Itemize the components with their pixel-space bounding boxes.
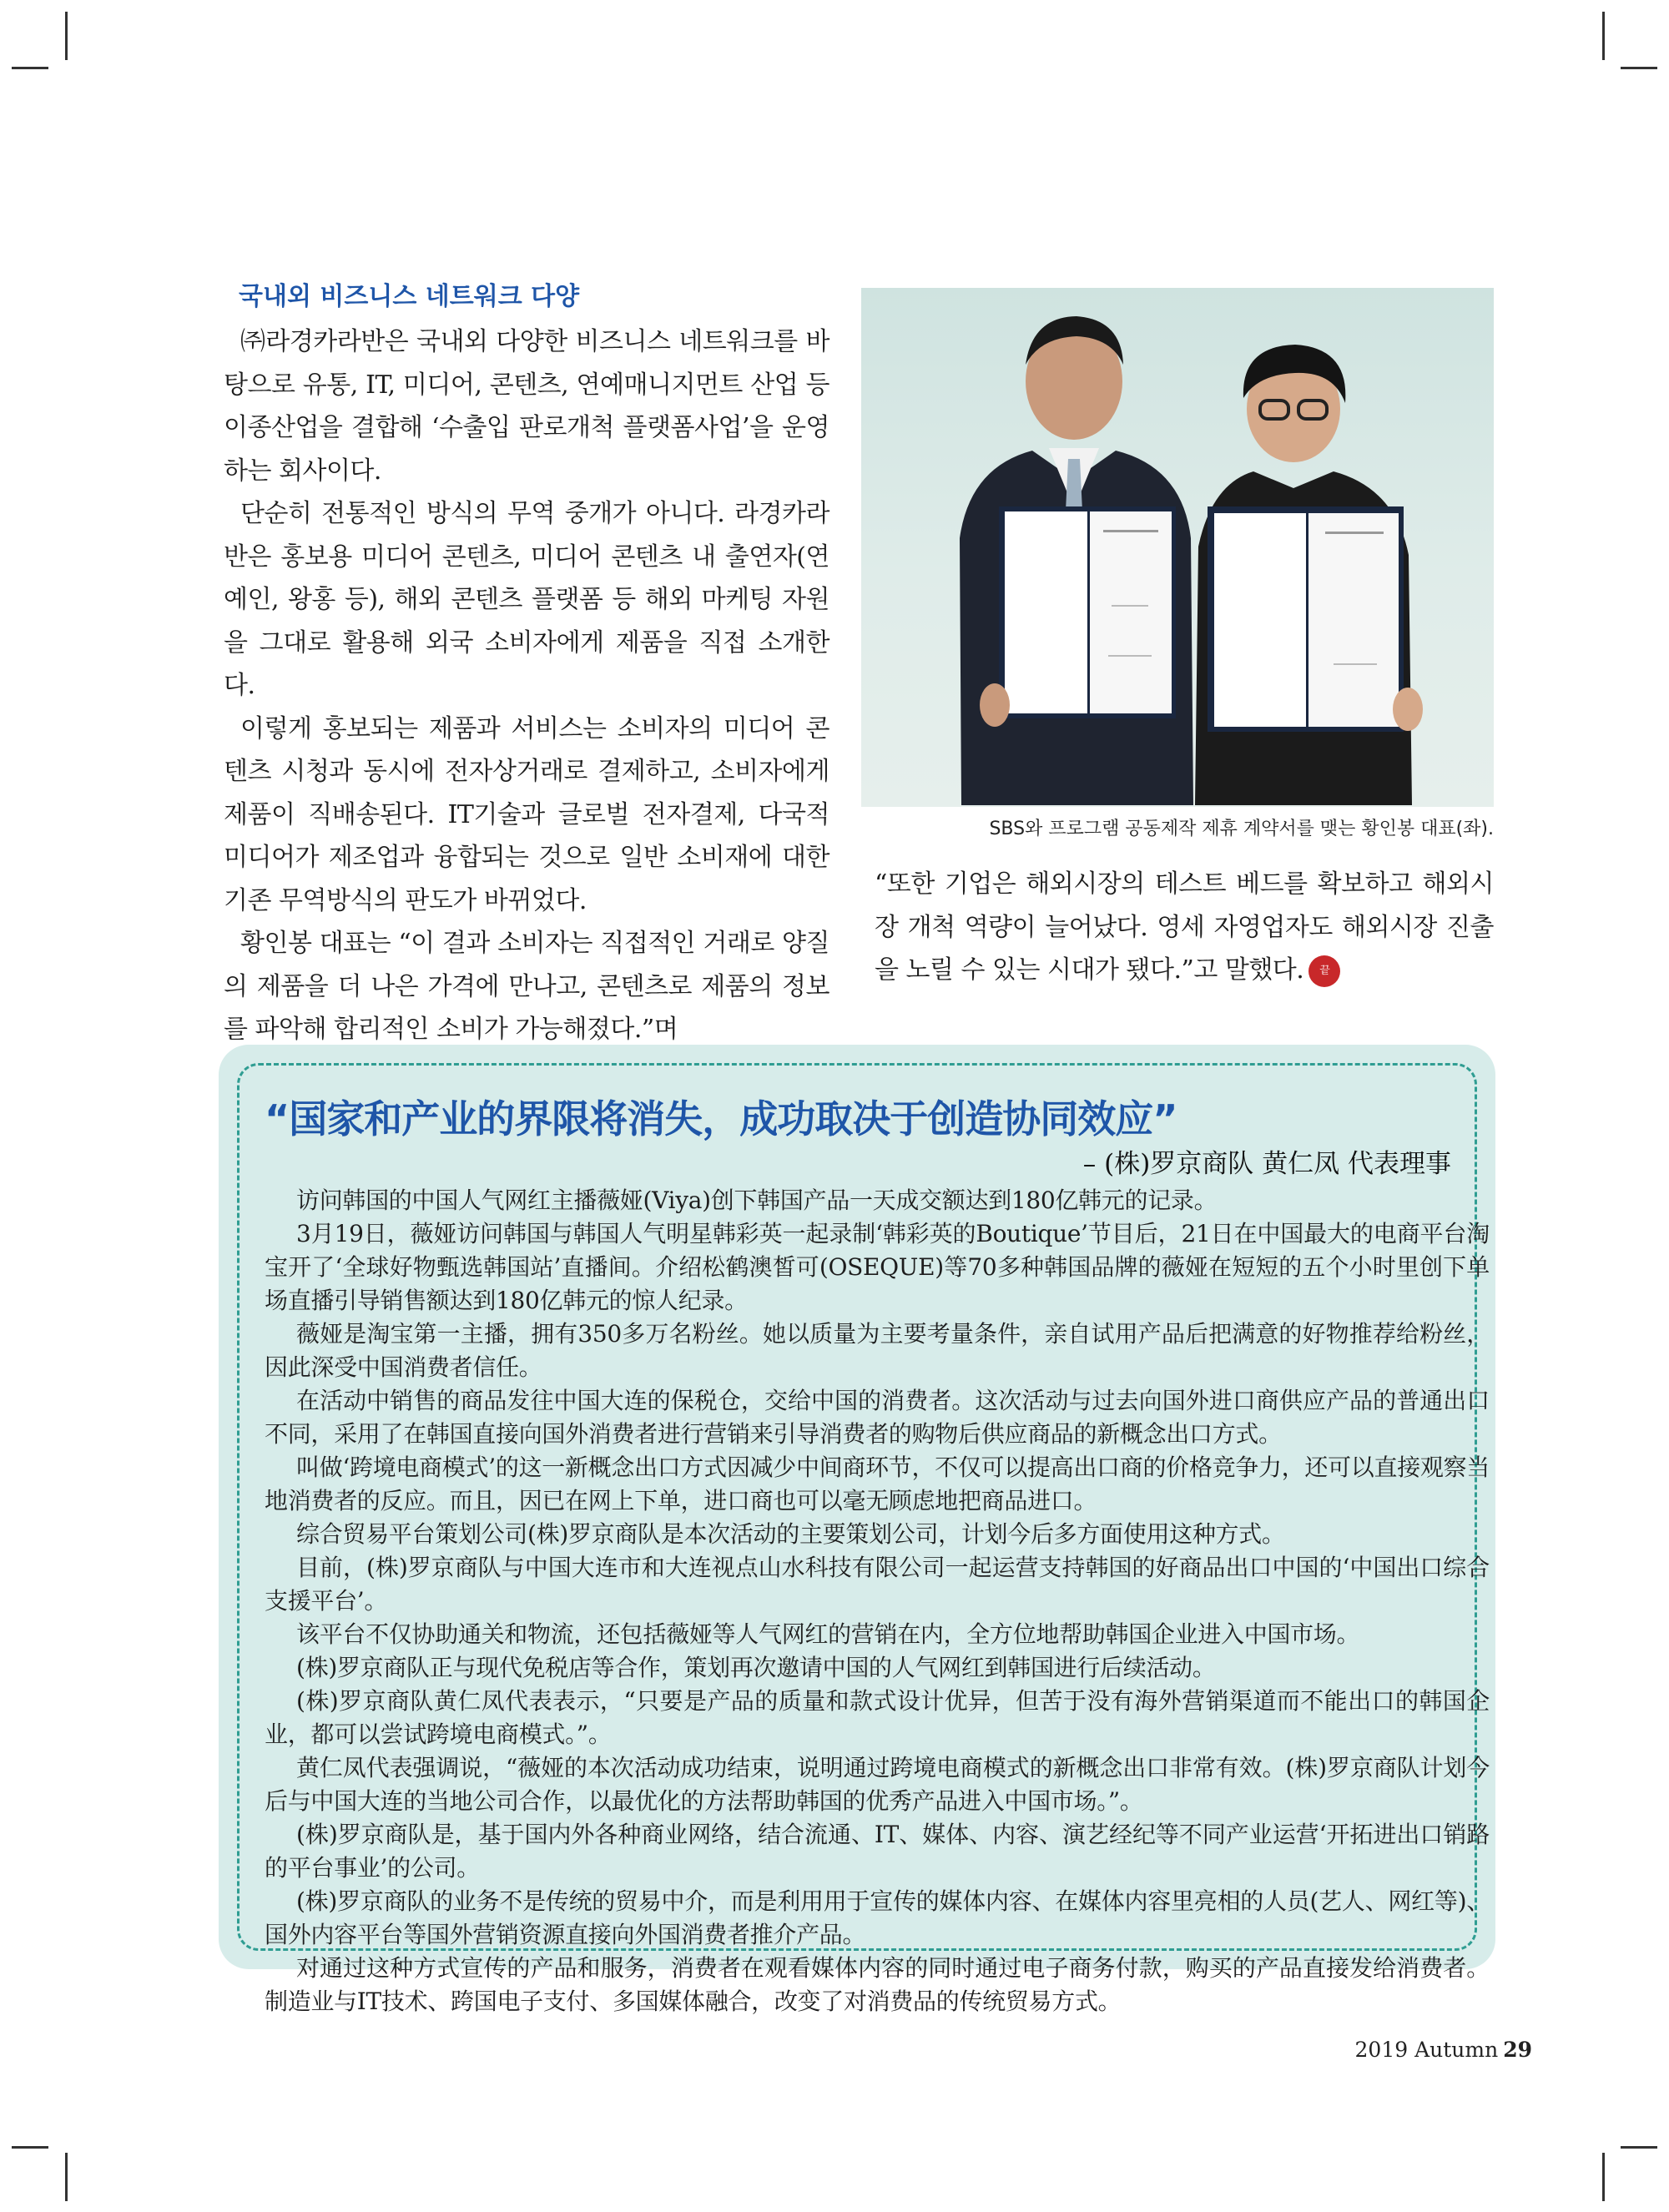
- chinese-paragraph: 该平台不仅协助通关和物流，还包括薇娅等人气网红的营销在内，全方位地帮助韩国企业进入中国市场。: [296, 1620, 1360, 1648]
- issue-label: 2019 Autumn: [1354, 2038, 1499, 2062]
- crop-mark: [1602, 12, 1605, 60]
- chinese-paragraph: 3月19日，薇娅访问韩国与韩国人气明星韩彩英一起录制‘韩彩英的Boutique’节目后，21日在中国最大的电商平台淘宝开了‘全球好物甄选韩国站’直播间。介绍松鹤澳皙可(OSEQUE)等70多种韩国品牌的薇娅在短短的五个小时里创下单场直播引导销售额达到180亿韩元的惊人纪录。: [265, 1220, 1490, 1314]
- end-mark-icon: 끝: [1308, 955, 1340, 987]
- article-paragraph: 황인봉 대표는 “이 결과 소비자는 직접적인 거래로 양질의 제품을 더 나은 가격에 만나고, 콘텐츠로 제품의 정보를 파악해 합리적인 소비가 가능해졌다.”며: [224, 929, 829, 1044]
- chinese-paragraph: (株)罗京商队正与现代免税店等合作，策划再次邀请中国的人气网红到韩国进行后续活动。: [296, 1654, 1216, 1681]
- article-paragraph: 단순히 전통적인 방식의 무역 중개가 아니다. 라경카라반은 홍보용 미디어 콘텐츠, 미디어 콘텐츠 내 출연자(연예인, 왕홍 등), 해외 콘텐츠 플랫폼 등 해외 마케팅 자원을 그대로 활용해 외국 소비자에게 제품을 직접 소개한다.: [224, 499, 829, 700]
- crop-mark: [12, 2146, 48, 2149]
- chinese-headline: “国家和产业的界限将消失，成功取决于创造协同效应”: [265, 1096, 1177, 1141]
- dashed-border: [237, 1063, 1490, 2015]
- chinese-paragraph: 叫做‘跨境电商模式’的这一新概念出口方式因减少中间商环节，不仅可以提高出口商的价格竞争力，还可以直接观察当地消费者的反应。而且，因已在网上下单，进口商也可以毫无顾虑地把商品进口。: [265, 1454, 1490, 1514]
- chinese-paragraph: (株)罗京商队是，基于国内外各种商业网络，结合流通、IT、媒体、内容、演艺经纪等不同产业运营‘开拓进出口销路的平台事业’的公司。: [265, 1821, 1490, 1882]
- section-heading: 국내외 비즈니스 네트워크 다양: [239, 282, 580, 311]
- crop-mark: [65, 12, 68, 60]
- article-paragraph-continued: [875, 863, 1494, 992]
- page-number: 29: [1503, 2038, 1532, 2062]
- crop-mark: [1621, 2146, 1657, 2149]
- chinese-body: [265, 1184, 1490, 2018]
- article-paragraph-text: “또한 기업은 해외시장의 테스트 베드를 확보하고 해외시장 개척 역량이 늘어났다. 영세 자영업자도 해외시장 진출을 노릴 수 있는 시대가 됐다.”고 말했다.: [875, 869, 1494, 985]
- chinese-paragraph: 在活动中销售的商品发往中国大连的保税仓，交给中国的消费者。这次活动与过去向国外进口商供应产品的普通出口不同，采用了在韩国直接向国外消费者进行营销来引导消费者的购物后供应商品的新概念出口方式。: [265, 1387, 1490, 1448]
- page-footer: [1355, 2038, 1532, 2062]
- crop-mark: [12, 67, 48, 69]
- chinese-paragraph: 黄仁凤代表强调说，“薇娅的本次活动成功结束，说明通过跨境电商模式的新概念出口非常有效。(株)罗京商队计划今后与中国大连的当地公司合作，以最优化的方法帮助韩国的优秀产品进入中国市场。”。: [265, 1754, 1490, 1815]
- chinese-paragraph: 目前，(株)罗京商队与中国大连市和大连视点山水科技有限公司一起运营支持韩国的好商品出口中国的‘中国出口综合支援平台’。: [265, 1554, 1490, 1615]
- chinese-paragraph: (株)罗京商队的业务不是传统的贸易中介，而是利用用于宣传的媒体内容、在媒体内容里亮相的人员(艺人、网红等)、国外内容平台等国外营销资源直接向外国消费者推介产品。: [265, 1887, 1490, 1948]
- chinese-paragraph: 薇娅是淘宝第一主播，拥有350多万名粉丝。她以质量为主要考量条件，亲自试用产品后把满意的好物推荐给粉丝，因此深受中国消费者信任。: [265, 1320, 1490, 1381]
- crop-mark: [65, 2153, 68, 2201]
- chinese-paragraph: 对通过这种方式宣传的产品和服务，消费者在观看媒体内容的同时通过电子商务付款，购买的产品直接发给消费者。制造业与IT技术、跨国电子支付、多国媒体融合，改变了对消费品的传统贸易方式。: [265, 1954, 1490, 2015]
- chinese-paragraph: 访问韩国的中国人气网红主播薇娅(Viya)创下韩国产品一天成交额达到180亿韩元的记录。: [296, 1187, 1218, 1214]
- chinese-byline: – (株)罗京商队 黄仁凤 代表理事: [1082, 1149, 1451, 1179]
- chinese-paragraph: 综合贸易平台策划公司(株)罗京商队是本次活动的主要策划公司，计划今后多方面使用这种方式。: [296, 1520, 1285, 1548]
- crop-mark: [1602, 2153, 1605, 2201]
- article-paragraph: 이렇게 홍보되는 제품과 서비스는 소비자의 미디어 콘텐츠 시청과 동시에 전자상거래로 결제하고, 소비자에게 제품이 직배송된다. IT기술과 글로벌 전자결제, 다국적 미디어가 제조업과 융합되는 것으로 일반 소비재에 대한 기존 무역방식의 판도가 바뀌었다.: [224, 713, 829, 915]
- photo-caption: SBS와 프로그램 공동제작 제휴 계약서를 맺는 황인봉 대표(좌).: [989, 819, 1494, 839]
- article-photo: [861, 288, 1494, 807]
- crop-mark: [1621, 67, 1657, 69]
- chinese-summary-box: [219, 1045, 1495, 2015]
- chinese-paragraph: (株)罗京商队黄仁凤代表表示，“只要是产品的质量和款式设计优异，但苦于没有海外营销渠道而不能出口的韩国企业，都可以尝试跨境电商模式。”。: [265, 1687, 1490, 1748]
- contract-signing-photo: [861, 288, 1494, 807]
- korean-article-column: [224, 280, 829, 1051]
- article-paragraph: ㈜라경카라반은 국내외 다양한 비즈니스 네트워크를 바탕으로 유통, IT, 미디어, 콘텐츠, 연예매니지먼트 산업 등 이종산업을 결합해 ‘수출입 판로개척 플랫폼사업’을 운영하는 회사이다.: [224, 327, 829, 486]
